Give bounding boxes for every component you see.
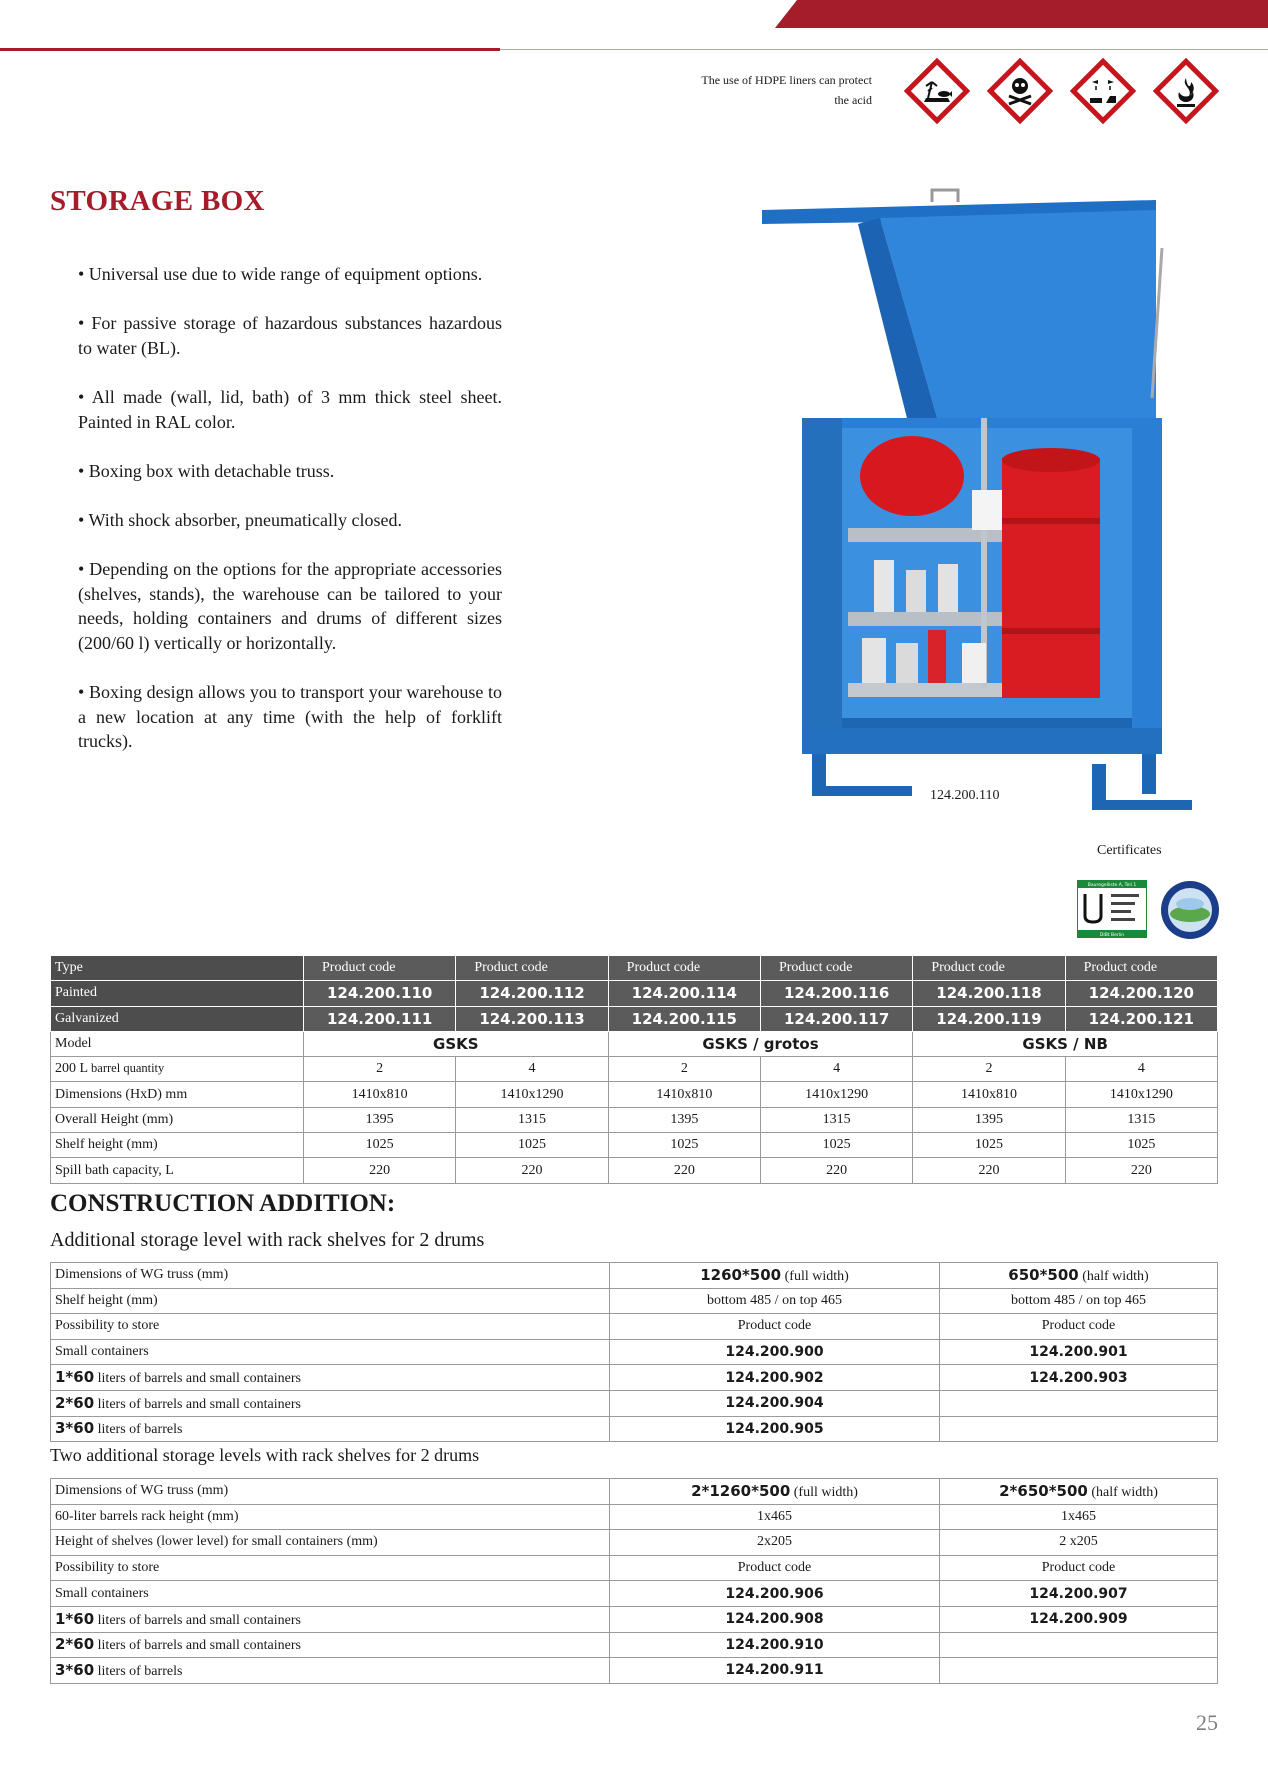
table-cell: 60-liter barrels rack height (mm): [51, 1504, 610, 1530]
table-cell: GSKS: [304, 1031, 609, 1056]
table-cell: 124.200.114: [608, 981, 760, 1006]
table-row: [51, 1107, 1218, 1132]
table-row: [51, 981, 1218, 1006]
u-mark-certificate-badge: [1077, 880, 1147, 938]
table-cell: 1410x1290: [760, 1082, 912, 1107]
table-cell: 220: [304, 1158, 456, 1183]
table-cell: 1410x1290: [1065, 1082, 1217, 1107]
table-cell: 124.200.905: [610, 1416, 940, 1442]
level2-heading: Two additional storage levels with rack shelves for 2 drums: [50, 1445, 480, 1465]
table-cell: 124.200.115: [608, 1006, 760, 1031]
table-cell: [940, 1416, 1218, 1442]
table-cell: 3*60 liters of barrels: [51, 1416, 610, 1442]
table-cell: 124.200.911: [610, 1658, 940, 1684]
table-cell: 2: [304, 1057, 456, 1082]
feature-item: • Depending on the options for the appropriate accessories (shelves, stands), the warehouse can be tailored to your needs, holding containers and drums of different sizes (200/60 l) vertically or horizontally.: [78, 559, 502, 653]
table-row: [51, 1158, 1218, 1183]
table-row: [51, 1288, 1218, 1314]
table-cell: 124.200.901: [940, 1339, 1218, 1365]
table-cell: 2*60 liters of barrels and small containers: [51, 1632, 610, 1658]
table-cell: 200 L barrel quantity: [51, 1057, 304, 1082]
table-cell: Small containers: [51, 1339, 610, 1365]
table-cell: 1025: [608, 1133, 760, 1158]
table-row: [51, 1314, 1218, 1340]
table-cell: [940, 1658, 1218, 1684]
table-cell: Product code: [610, 1555, 940, 1581]
construction-heading: CONSTRUCTION ADDITION:: [50, 1190, 396, 1217]
table-cell: 3*60 liters of barrels: [51, 1658, 610, 1684]
table-cell: 2x205: [610, 1530, 940, 1556]
flammable-icon: [1153, 58, 1219, 124]
table-row: [51, 1581, 1218, 1607]
photo-caption: 124.200.110: [930, 788, 1000, 803]
table-cell: 124.200.117: [760, 1006, 912, 1031]
table-cell: Galvanized: [51, 1006, 304, 1031]
table-row: [51, 1632, 1218, 1658]
table-cell: 1410x1290: [456, 1082, 608, 1107]
table-row: [51, 1365, 1218, 1391]
table-row: [51, 1390, 1218, 1416]
table-cell: Product code: [940, 1555, 1218, 1581]
quality-certificate-seal: [1160, 880, 1220, 940]
table-cell: 1025: [1065, 1133, 1217, 1158]
table-cell: 1395: [608, 1107, 760, 1132]
table-cell: 1410x810: [913, 1082, 1065, 1107]
table-cell: Dimensions of WG truss (mm): [51, 1479, 610, 1505]
table-cell: bottom 485 / on top 465: [610, 1288, 940, 1314]
table-row: [51, 1339, 1218, 1365]
table-row: [51, 1606, 1218, 1632]
table-cell: 1x465: [940, 1504, 1218, 1530]
table-cell: Product code: [304, 956, 456, 981]
table-row: [51, 1263, 1218, 1289]
table-row: [51, 1082, 1218, 1107]
table-cell: 1395: [304, 1107, 456, 1132]
table-cell: Product code: [913, 956, 1065, 981]
table-cell: 1025: [913, 1133, 1065, 1158]
table-cell: 2 x205: [940, 1530, 1218, 1556]
table-row: [51, 1555, 1218, 1581]
corrosive-icon: [1070, 58, 1136, 124]
table-cell: GSKS / grotos: [608, 1031, 913, 1056]
table-row: [51, 1658, 1218, 1684]
table-cell: 220: [760, 1158, 912, 1183]
feature-item: • Boxing design allows you to transport your warehouse to a new location at any time (with the help of forklift trucks).: [78, 682, 502, 752]
table-cell: Painted: [51, 981, 304, 1006]
table-cell: 124.200.111: [304, 1006, 456, 1031]
table-cell: Dimensions (HxD) mm: [51, 1082, 304, 1107]
table-cell: 2: [913, 1057, 1065, 1082]
table-cell: 124.200.900: [610, 1339, 940, 1365]
table-cell: Product code: [610, 1314, 940, 1340]
table-cell: 124.200.113: [456, 1006, 608, 1031]
table-row: [51, 1416, 1218, 1442]
page-number: 25: [1196, 1710, 1218, 1735]
table-cell: 124.200.902: [610, 1365, 940, 1391]
table-cell: 124.200.910: [610, 1632, 940, 1658]
certificates-label: Certificates: [1097, 843, 1162, 858]
table-row: [51, 1031, 1218, 1056]
table-row: [51, 1057, 1218, 1082]
table-cell: 220: [1065, 1158, 1217, 1183]
table-cell: 4: [760, 1057, 912, 1082]
header-rule-thin: [500, 49, 1268, 50]
table-cell: 124.200.906: [610, 1581, 940, 1607]
feature-item: • For passive storage of hazardous substances hazardous to water (BL).: [78, 313, 502, 358]
feature-list: [78, 262, 502, 778]
table-cell: 124.200.121: [1065, 1006, 1217, 1031]
table-cell: Product code: [940, 1314, 1218, 1340]
table-cell: 124.200.904: [610, 1390, 940, 1416]
table-cell: 124.200.118: [913, 981, 1065, 1006]
table-cell: [940, 1390, 1218, 1416]
table-cell: 124.200.908: [610, 1606, 940, 1632]
table-cell: Product code: [1065, 956, 1217, 981]
specification-table: [50, 955, 1218, 1184]
table-cell: 1410x810: [304, 1082, 456, 1107]
header-rule: [0, 48, 500, 51]
table-cell: Spill bath capacity, L: [51, 1158, 304, 1183]
table-cell: 1x465: [610, 1504, 940, 1530]
table-cell: 124.200.120: [1065, 981, 1217, 1006]
table-cell: Height of shelves (lower level) for small containers (mm): [51, 1530, 610, 1556]
construction-level2-table: [50, 1478, 1218, 1684]
feature-item: • Boxing box with detachable truss.: [78, 460, 335, 481]
environment-hazard-icon: [904, 58, 970, 124]
table-cell: [940, 1632, 1218, 1658]
table-cell: 124.200.909: [940, 1606, 1218, 1632]
table-cell: 1315: [1065, 1107, 1217, 1132]
table-row: [51, 1006, 1218, 1031]
table-cell: 2*60 liters of barrels and small containers: [51, 1390, 610, 1416]
table-cell: Shelf height (mm): [51, 1288, 610, 1314]
table-cell: 124.200.116: [760, 981, 912, 1006]
table-cell: Product code: [608, 956, 760, 981]
table-cell: 1025: [760, 1133, 912, 1158]
table-cell: 2: [608, 1057, 760, 1082]
table-cell: Type: [51, 956, 304, 981]
level1-heading: Additional storage level with rack shelves for 2 drums: [50, 1229, 485, 1251]
feature-item: • With shock absorber, pneumatically closed.: [78, 509, 402, 530]
table-cell: Shelf height (mm): [51, 1133, 304, 1158]
table-cell: 1395: [913, 1107, 1065, 1132]
table-cell: 1025: [304, 1133, 456, 1158]
page-title: STORAGE BOX: [50, 185, 265, 217]
table-row: [51, 956, 1218, 981]
table-cell: Overall Height (mm): [51, 1107, 304, 1132]
storage-box-photo: [762, 188, 1220, 818]
table-cell: Product code: [456, 956, 608, 981]
table-cell: Possibility to store: [51, 1314, 610, 1340]
table-cell: Small containers: [51, 1581, 610, 1607]
table-row: [51, 1530, 1218, 1556]
feature-item: • Universal use due to wide range of equipment options.: [78, 264, 483, 284]
toxic-skull-icon: [987, 58, 1053, 124]
table-cell: 220: [608, 1158, 760, 1183]
table-row: [51, 1133, 1218, 1158]
table-cell: 2*1260*500 (full width): [610, 1479, 940, 1505]
table-cell: bottom 485 / on top 465: [940, 1288, 1218, 1314]
table-cell: 4: [1065, 1057, 1217, 1082]
table-cell: 1315: [760, 1107, 912, 1132]
table-cell: 1*60 liters of barrels and small containers: [51, 1606, 610, 1632]
feature-item: • All made (wall, lid, bath) of 3 mm thick steel sheet. Painted in RAL color.: [78, 386, 502, 432]
table-row: [51, 1504, 1218, 1530]
svg-text:Bauregelliste A, Teil 1: Bauregelliste A, Teil 1: [1087, 883, 1137, 888]
table-cell: 2*650*500 (half width): [940, 1479, 1218, 1505]
table-row: [51, 1479, 1218, 1505]
table-cell: 124.200.903: [940, 1365, 1218, 1391]
table-cell: 124.200.119: [913, 1006, 1065, 1031]
table-cell: Possibility to store: [51, 1555, 610, 1581]
table-cell: GSKS / NB: [913, 1031, 1218, 1056]
hdpe-note: The use of HDPE liners can protect the acid: [701, 73, 872, 107]
table-cell: 124.200.110: [304, 981, 456, 1006]
table-cell: 4: [456, 1057, 608, 1082]
header-accent-band: [775, 0, 1268, 28]
table-cell: 1260*500 (full width): [610, 1263, 940, 1289]
table-cell: 124.200.907: [940, 1581, 1218, 1607]
svg-text:DIBt Berlin: DIBt Berlin: [1099, 933, 1125, 938]
table-cell: Product code: [760, 956, 912, 981]
table-cell: 1410x810: [608, 1082, 760, 1107]
table-cell: 1*60 liters of barrels and small containers: [51, 1365, 610, 1391]
table-cell: 650*500 (half width): [940, 1263, 1218, 1289]
construction-level1-table: [50, 1262, 1218, 1442]
table-cell: 220: [913, 1158, 1065, 1183]
table-cell: 220: [456, 1158, 608, 1183]
table-cell: 124.200.112: [456, 981, 608, 1006]
table-cell: Model: [51, 1031, 304, 1056]
table-cell: Dimensions of WG truss (mm): [51, 1263, 610, 1289]
table-cell: 1025: [456, 1133, 608, 1158]
table-cell: 1315: [456, 1107, 608, 1132]
